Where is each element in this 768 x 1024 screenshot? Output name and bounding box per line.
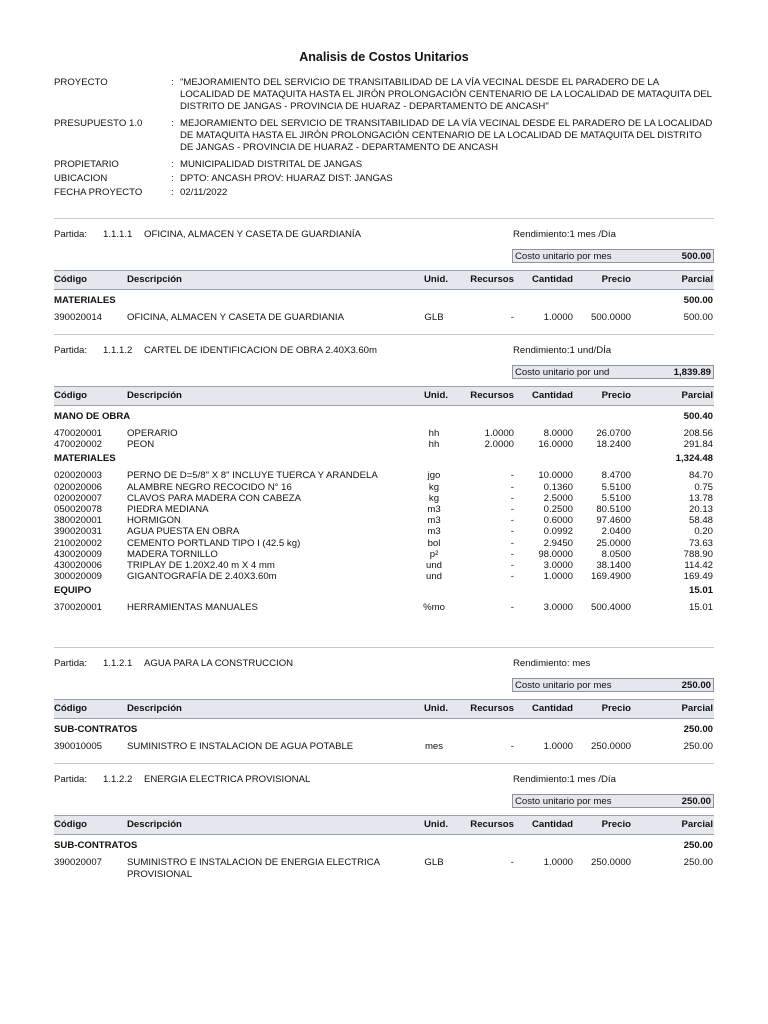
cell-unit: m3: [427, 526, 441, 538]
cell-parc: 250.00: [683, 857, 713, 868]
table-header: [54, 699, 714, 719]
cell-parc: 208.56: [683, 428, 713, 439]
cell-cant: 1.0000: [543, 571, 573, 583]
cell-prec: 25.0000: [596, 537, 631, 549]
group-total: 15.01: [688, 585, 713, 597]
group-header: [54, 724, 714, 736]
column-header-desc: Descripción: [127, 819, 182, 830]
table-header: [54, 270, 714, 290]
cell-rec: 2.0000: [484, 439, 514, 451]
cell-desc: PEON: [127, 439, 155, 451]
header-colon: :: [171, 173, 174, 184]
table-row: [54, 312, 714, 324]
cell-rec: -: [510, 560, 514, 571]
partida-rendimiento: Rendimiento:1 mes /Día: [513, 229, 616, 240]
table-row: [54, 504, 714, 516]
column-header-prec: Precio: [601, 390, 631, 401]
cell-parc: 84.70: [688, 470, 713, 482]
header-value: 02/11/2022: [180, 187, 228, 198]
cell-cant: 0.2500: [543, 504, 573, 515]
cell-unit: hh: [428, 439, 440, 451]
cell-unit: hh: [428, 428, 440, 439]
cell-parc: 788.90: [683, 548, 713, 560]
column-header-rec: Recursos: [470, 819, 514, 830]
group-header: [54, 840, 714, 852]
cell-unit: GLB: [424, 312, 444, 323]
cell-prec: 5.5100: [601, 481, 631, 493]
partida-label: Partida:: [54, 658, 88, 669]
unit-cost-value: 500.00: [681, 251, 711, 262]
table-row: [54, 549, 714, 561]
cell-unit: und: [425, 560, 442, 571]
cell-code: 050020078: [54, 504, 103, 515]
group-total: 500.40: [683, 411, 713, 422]
section-separator: [54, 218, 714, 219]
cell-desc: HORMIGON: [127, 515, 181, 527]
partida-number: 1.1.1.2: [103, 345, 133, 356]
group-total: 250.00: [683, 840, 713, 851]
table-row: [54, 857, 714, 880]
table-row: [54, 515, 714, 527]
column-header-cant: Cantidad: [531, 390, 573, 401]
unit-cost-label: Costo unitario por mes: [515, 680, 612, 691]
unit-cost-box: [512, 794, 714, 808]
column-header-rec: Recursos: [470, 390, 514, 401]
column-header-parc: Parcial: [681, 390, 713, 401]
column-header-code: Código: [54, 703, 88, 714]
cell-cant: 8.0000: [543, 428, 573, 439]
cell-parc: 13.78: [688, 492, 713, 504]
cell-cant: 2.9450: [543, 537, 573, 549]
cell-parc: 250.00: [683, 741, 713, 752]
cell-desc: AGUA PUESTA EN OBRA: [127, 526, 240, 538]
cell-cant: 0.6000: [543, 515, 573, 527]
partida-number: 1.1.1.1: [103, 229, 133, 240]
header-value: DPTO: ANCASH PROV: HUARAZ DIST: JANGAS: [180, 173, 393, 184]
cell-desc: SUMINISTRO E INSTALACION DE ENERGIA ELECTRICA PROVISIONAL: [127, 857, 380, 880]
column-header-code: Código: [54, 274, 88, 285]
table-row: [54, 571, 714, 583]
table-row: [54, 538, 714, 550]
header-colon: :: [171, 159, 174, 170]
cell-rec: 1.0000: [484, 428, 514, 439]
group-header: [54, 585, 714, 597]
cell-desc: ALAMBRE NEGRO RECOCIDO N° 16: [127, 481, 292, 493]
cell-cant: 2.5000: [543, 492, 573, 504]
partida-row: [54, 345, 714, 357]
cell-desc: OFICINA, ALMACEN Y CASETA DE GUARDIANIA: [127, 312, 344, 323]
table-row: [54, 741, 714, 753]
unit-cost-value: 1,839.89: [673, 367, 711, 378]
table-row: [54, 428, 714, 440]
column-header-desc: Descripción: [127, 274, 182, 285]
cell-rec: -: [510, 312, 514, 323]
column-header-unit: Unid.: [424, 390, 448, 401]
cell-code: 470020001: [54, 428, 103, 439]
column-header-parc: Parcial: [681, 274, 713, 285]
unit-cost-box: [512, 678, 714, 692]
cell-desc: GIGANTOGRAFÍA DE 2.40X3.60m: [127, 571, 277, 583]
unit-cost-box: [512, 249, 714, 263]
unit-cost-box: [512, 365, 714, 379]
section-separator: [54, 334, 714, 335]
cell-rec: -: [510, 571, 514, 583]
group-name: MATERIALES: [54, 453, 116, 465]
table-row: [54, 482, 714, 494]
unit-cost-label: Costo unitario por mes: [515, 796, 612, 807]
partida-name: ENERGIA ELECTRICA PROVISIONAL: [144, 774, 311, 785]
column-header-unit: Unid.: [424, 274, 448, 285]
cell-desc: PIEDRA MEDIANA: [127, 504, 209, 515]
cell-cant: 10.0000: [538, 470, 573, 482]
cell-code: 210020002: [54, 537, 103, 549]
header-value: MUNICIPALIDAD DISTRITAL DE JANGAS: [180, 159, 363, 170]
cell-desc: HERRAMIENTAS MANUALES: [127, 602, 258, 614]
cell-parc: 291.84: [683, 439, 713, 451]
cell-unit: jgo: [427, 470, 441, 482]
cell-code: 300020009: [54, 571, 103, 583]
cell-unit: und: [425, 571, 442, 583]
column-header-cant: Cantidad: [531, 274, 573, 285]
cell-prec: 250.0000: [590, 741, 631, 752]
cell-prec: 500.0000: [590, 312, 631, 323]
cell-code: 370020001: [54, 602, 103, 614]
unit-cost-label: Costo unitario por und: [515, 367, 610, 378]
cell-unit: %mo: [423, 602, 445, 614]
table-row: [54, 602, 714, 614]
header-colon: :: [171, 77, 174, 88]
group-total: 1,324.48: [675, 453, 713, 465]
group-header: [54, 295, 714, 307]
table-row: [54, 470, 714, 482]
group-name: EQUIPO: [54, 585, 92, 597]
cell-unit: GLB: [424, 857, 444, 868]
unit-cost-value: 250.00: [681, 796, 711, 807]
table-row: [54, 560, 714, 572]
cell-prec: 26.0700: [596, 428, 631, 439]
cell-unit: m3: [427, 515, 441, 527]
cell-prec: 38.1400: [596, 560, 631, 571]
cell-cant: 3.0000: [543, 560, 573, 571]
header-colon: :: [171, 118, 174, 129]
cell-prec: 18.2400: [596, 439, 631, 451]
table-row: [54, 439, 714, 451]
cell-parc: 0.75: [694, 481, 713, 493]
cell-desc: SUMINISTRO E INSTALACION DE AGUA POTABLE: [127, 741, 354, 752]
column-header-rec: Recursos: [470, 703, 514, 714]
cell-prec: 80.5100: [596, 504, 631, 515]
cell-desc: PERNO DE D=5/8" X 8" INCLUYE TUERCA Y ARANDELA: [127, 470, 378, 482]
cell-prec: 8.0500: [601, 548, 631, 560]
cell-code: 020020006: [54, 481, 103, 493]
unit-cost-label: Costo unitario por mes: [515, 251, 612, 262]
cell-prec: 2.0400: [601, 526, 631, 538]
cell-unit: bol: [427, 537, 441, 549]
cell-rec: -: [510, 537, 514, 549]
cell-rec: -: [510, 492, 514, 504]
page-title: Analisis de Costos Unitarios: [299, 50, 469, 64]
group-name: SUB-CONTRATOS: [54, 840, 138, 851]
table-header: [54, 815, 714, 835]
cell-rec: -: [510, 504, 514, 515]
cell-parc: 500.00: [683, 312, 713, 323]
cell-cant: 1.0000: [543, 312, 573, 323]
partida-number: 1.1.2.1: [103, 658, 133, 669]
column-header-desc: Descripción: [127, 703, 182, 714]
section-separator: [54, 647, 714, 648]
cell-unit: mes: [424, 741, 444, 752]
cell-desc: CLAVOS PARA MADERA CON CABEZA: [127, 492, 301, 504]
column-header-prec: Precio: [601, 703, 631, 714]
partida-label: Partida:: [54, 345, 88, 356]
partida-row: [54, 229, 714, 241]
column-header-prec: Precio: [601, 819, 631, 830]
cell-code: 390020007: [54, 857, 103, 868]
column-header-desc: Descripción: [127, 390, 182, 401]
header-label: PROYECTO: [54, 77, 108, 88]
cell-desc: OPERARIO: [127, 428, 178, 439]
partida-rendimiento: Rendimiento:1 und/DÍa: [513, 345, 612, 356]
cell-cant: 0.1360: [543, 481, 573, 493]
column-header-unit: Unid.: [424, 819, 448, 830]
partida-number: 1.1.2.2: [103, 774, 133, 785]
cell-parc: 169.49: [683, 571, 713, 583]
cell-code: 390010005: [54, 741, 103, 752]
column-header-code: Código: [54, 390, 88, 401]
section-separator: [54, 763, 714, 764]
column-header-cant: Cantidad: [531, 703, 573, 714]
group-header: [54, 411, 714, 423]
cell-rec: -: [510, 526, 514, 538]
cell-prec: 250.0000: [590, 857, 631, 868]
cell-code: 430020009: [54, 548, 103, 560]
cell-rec: -: [510, 602, 514, 614]
cell-code: 380020001: [54, 515, 103, 527]
partida-label: Partida:: [54, 774, 88, 785]
cell-rec: -: [510, 548, 514, 560]
header-value: MEJORAMIENTO DEL SERVICIO DE TRANSITABILIDAD DE LA VÍA VECINAL DESDE EL PARADERO DE LA LOCALIDAD DE MATAQUITA HASTA EL JIRÓN PROLONGACIÓN CENTENARIO DE LA LOCALIDAD DE MATAQUITA DEL DISTRITO DE JANGAS - PROVINCIA DE HUARAZ - DEPARTAMENTO DE ANCASH: [180, 118, 713, 153]
cell-rec: -: [510, 857, 514, 868]
cell-desc: MADERA TORNILLO: [127, 548, 218, 560]
column-header-rec: Recursos: [470, 274, 514, 285]
cell-desc: TRIPLAY DE 1.20X2.40 m X 4 mm: [127, 560, 275, 571]
cell-code: 430020006: [54, 560, 103, 571]
header-colon: :: [171, 187, 174, 198]
group-total: 250.00: [683, 724, 713, 735]
table-header: [54, 386, 714, 406]
cell-rec: -: [510, 515, 514, 527]
cell-code: 390020014: [54, 312, 103, 323]
cell-cant: 16.0000: [538, 439, 573, 451]
cell-cant: 0.0992: [543, 526, 573, 538]
partida-name: OFICINA, ALMACEN Y CASETA DE GUARDIANÍA: [144, 229, 361, 240]
cell-unit: m3: [427, 504, 441, 515]
cell-cant: 98.0000: [538, 548, 573, 560]
partida-name: CARTEL DE IDENTIFICACION DE OBRA 2.40X3.60m: [144, 345, 377, 356]
cell-code: 020020007: [54, 492, 103, 504]
cell-prec: 5.5100: [601, 492, 631, 504]
cell-cant: 1.0000: [543, 741, 573, 752]
cell-prec: 8.4700: [601, 470, 631, 482]
partida-name: AGUA PARA LA CONSTRUCCION: [144, 658, 294, 669]
cell-parc: 0.20: [694, 526, 713, 538]
group-name: SUB-CONTRATOS: [54, 724, 138, 735]
partida-row: [54, 774, 714, 786]
cell-cant: 3.0000: [543, 602, 573, 614]
column-header-parc: Parcial: [681, 819, 713, 830]
column-header-cant: Cantidad: [531, 819, 573, 830]
header-label: PRESUPUESTO 1.0: [54, 118, 143, 129]
cell-desc: CEMENTO PORTLAND TIPO I (42.5 kg): [127, 537, 301, 549]
cell-code: 390020031: [54, 526, 103, 538]
cell-prec: 500.4000: [590, 602, 631, 614]
header-value: "MEJORAMIENTO DEL SERVICIO DE TRANSITABILIDAD DE LA VÍA VECINAL DESDE EL PARADERO DE LA LOCALIDAD DE MATAQUITA HASTA EL JIRÓN PROLONGACIÓN CENTENARIO DE LA LOCALIDAD DE MATAQUITA DEL DISTRITO DE JANGAS - PROVINCIA DE HUARAZ - DEPARTAMENTO DE ANCASH": [180, 77, 712, 112]
cell-code: 020020003: [54, 470, 103, 482]
group-total: 500.00: [683, 295, 713, 306]
cell-rec: -: [510, 741, 514, 752]
header-label: FECHA PROYECTO: [54, 187, 143, 198]
header-label: PROPIETARIO: [54, 159, 119, 170]
partida-rendimiento: Rendimiento:1 mes /Día: [513, 774, 616, 785]
group-name: MANO DE OBRA: [54, 411, 131, 422]
column-header-code: Código: [54, 819, 88, 830]
cell-parc: 15.01: [688, 602, 713, 614]
cell-unit: kg: [428, 492, 440, 504]
partida-row: [54, 658, 714, 670]
column-header-unit: Unid.: [424, 703, 448, 714]
cell-code: 470020002: [54, 439, 103, 451]
group-name: MATERIALES: [54, 295, 116, 306]
unit-cost-value: 250.00: [681, 680, 711, 691]
column-header-prec: Precio: [601, 274, 631, 285]
cell-parc: 58.48: [688, 515, 713, 527]
column-header-parc: Parcial: [681, 703, 713, 714]
partida-rendimiento: Rendimiento: mes: [513, 658, 591, 669]
cell-parc: 73.63: [688, 537, 713, 549]
cell-parc: 20.13: [688, 504, 713, 515]
table-row: [54, 526, 714, 538]
cell-unit: p²: [429, 548, 439, 560]
cell-prec: 169.4900: [590, 571, 631, 583]
partida-label: Partida:: [54, 229, 88, 240]
cell-rec: -: [510, 470, 514, 482]
cell-parc: 114.42: [684, 560, 713, 571]
cell-prec: 97.4600: [596, 515, 631, 527]
group-header: [54, 453, 714, 465]
header-label: UBICACION: [54, 173, 108, 184]
cell-rec: -: [510, 481, 514, 493]
cell-cant: 1.0000: [543, 857, 573, 868]
cell-unit: kg: [428, 481, 440, 493]
table-row: [54, 493, 714, 505]
